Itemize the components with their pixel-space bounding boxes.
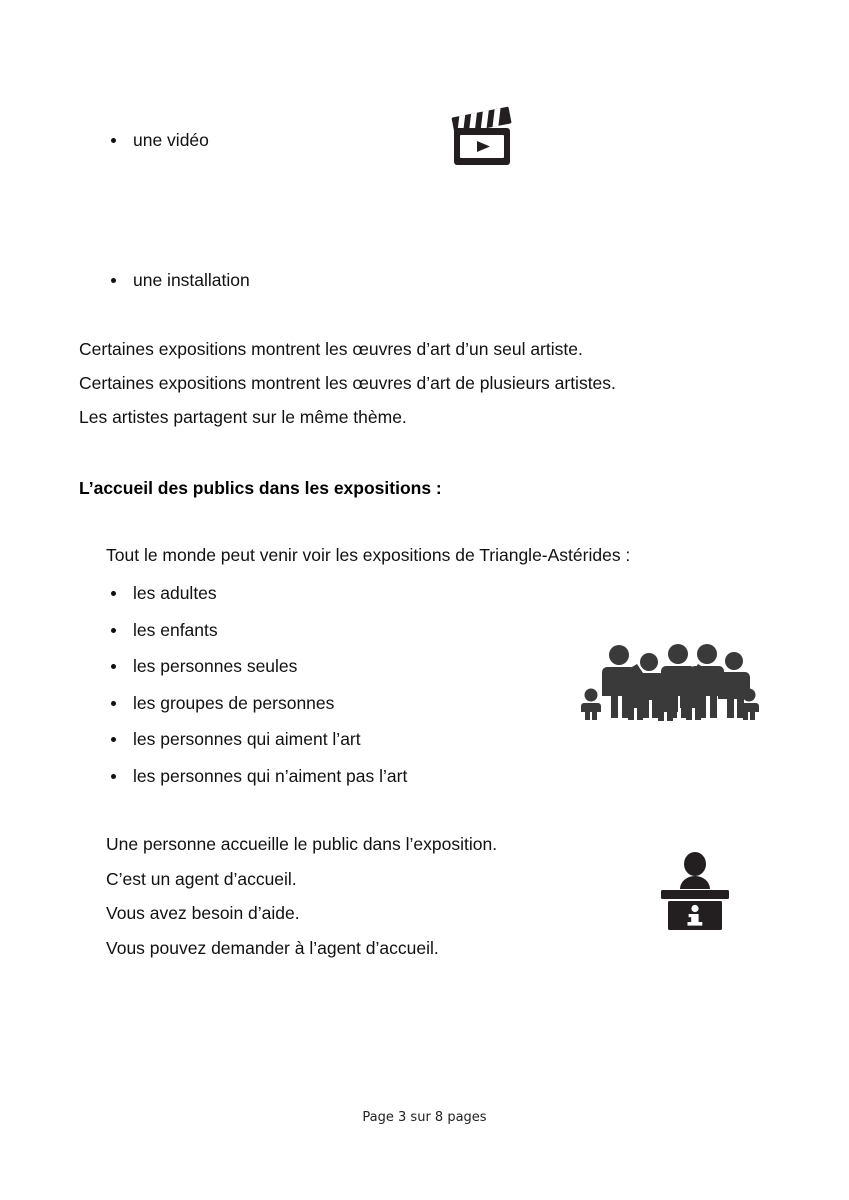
page-footer: Page 3 sur 8 pages	[362, 1110, 487, 1125]
list-item-label: une installation	[133, 270, 250, 290]
list-item-groups	[111, 693, 334, 714]
bullet-marker	[111, 591, 116, 596]
section-heading: L’accueil des publics dans les expositions :	[79, 478, 442, 498]
paragraph-line: Certaines expositions montrent les œuvres d’art de plusieurs artistes.	[79, 373, 616, 393]
list-item-label: les personnes qui aiment l’art	[133, 729, 361, 749]
list-item-non-art-lovers	[111, 766, 407, 787]
list-item-installation	[111, 270, 250, 291]
list-item-video	[111, 130, 209, 151]
list-item-label: une vidéo	[133, 130, 209, 150]
paragraph-line: Une personne accueille le public dans l’exposition.	[106, 834, 498, 854]
paragraph-line: Certaines expositions montrent les œuvres d’art d’un seul artiste.	[79, 339, 583, 359]
list-item-label: les adultes	[133, 583, 217, 603]
list-item-label: les enfants	[133, 620, 218, 640]
paragraph-line: Les artistes partagent sur le même thème.	[79, 407, 407, 427]
list-item-label: les personnes qui n’aiment pas l’art	[133, 766, 408, 786]
list-item-label: les personnes seules	[133, 656, 298, 676]
paragraph-line: Vous pouvez demander à l’agent d’accueil.	[106, 938, 439, 958]
intro-line: Tout le monde peut venir voir les expositions de Triangle-Astérides :	[106, 545, 631, 565]
information-desk-icon	[657, 851, 733, 932]
bullet-marker	[111, 278, 116, 283]
bullet-marker	[111, 737, 116, 742]
clapperboard-icon	[448, 106, 516, 170]
bullet-marker	[111, 701, 116, 706]
paragraph-line: C’est un agent d’accueil.	[106, 869, 297, 889]
list-item-art-lovers	[111, 729, 361, 750]
list-item-adults	[111, 583, 217, 604]
list-item-label: les groupes de personnes	[133, 693, 335, 713]
bullet-marker	[111, 664, 116, 669]
bullet-marker	[111, 628, 116, 633]
paragraph-line: Vous avez besoin d’aide.	[106, 903, 300, 923]
bullet-marker	[111, 138, 116, 143]
bullet-marker	[111, 774, 116, 779]
list-item-children	[111, 620, 218, 641]
list-item-single-persons	[111, 656, 297, 677]
group-of-people-icon	[577, 639, 763, 721]
